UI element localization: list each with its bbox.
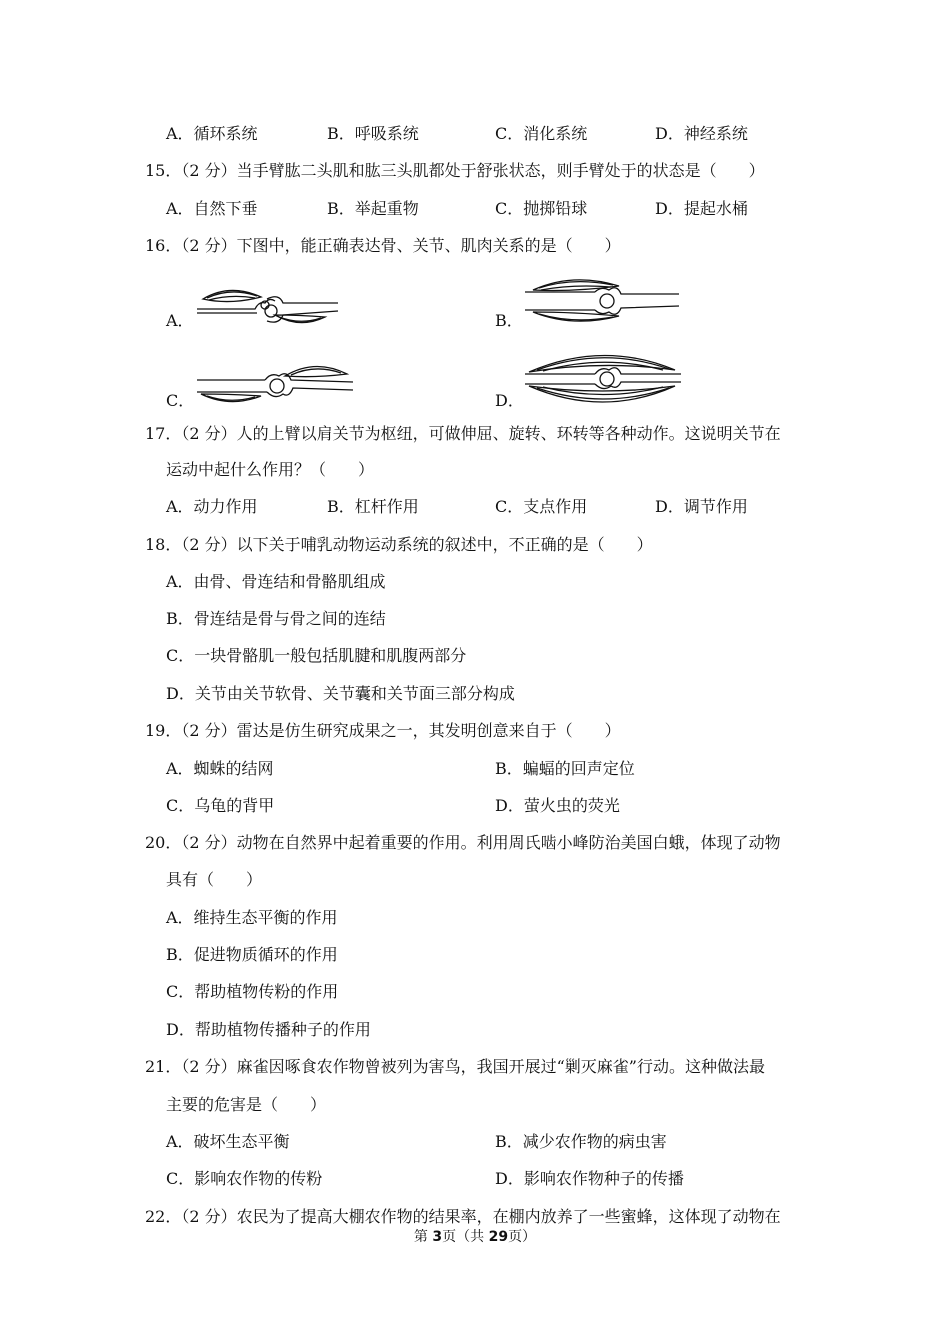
q19-option-c: C．乌龟的背甲 [166,796,275,815]
q21-stem-line2: 主要的危害是（ ） [166,1095,327,1114]
q17-option-d: D．调节作用 [655,497,748,516]
q20-option-c: C．帮助植物传粉的作用 [166,982,339,1001]
q15-option-c: C．抛掷铅球 [495,199,588,218]
q18-option-d: D．关节由关节软骨、关节囊和关节面三部分构成 [166,684,515,703]
q16-label-c: C． [166,391,195,410]
footer-page-number: 3 [432,1229,443,1245]
q21-option-c: C．影响农作物的传粉 [166,1169,323,1188]
q20-option-b: B．促进物质循环的作用 [166,945,338,964]
q20-option-a: A．维持生态平衡的作用 [166,908,338,927]
q20-stem-line2: 具有（ ） [166,870,263,889]
page-footer [0,1228,950,1246]
q19-option-a: A．蜘蛛的结网 [166,759,274,778]
q18-option-b: B．骨连结是骨与骨之间的连结 [166,609,386,628]
q15-option-d: D．提起水桶 [655,199,748,218]
q17-option-a: A．动力作用 [166,497,258,516]
footer-middle: 页（共 [442,1229,489,1245]
q16-figure-a [195,281,340,327]
q17-stem-line1: 17．（2 分）人的上臂以肩关节为枢纽，可做伸屈、旋转、环转等各种动作。这说明关节在 [145,424,781,443]
q14-option-b: B．呼吸系统 [327,124,419,143]
q16-figure-d [523,342,683,414]
q16-stem: 16．（2 分）下图中，能正确表达骨、关节、肌肉关系的是（ ） [145,236,621,255]
q19-option-b: B．蝙蝠的回声定位 [495,759,635,778]
q16-label-b: B． [495,311,523,330]
q18-stem: 18．（2 分）以下关于哺乳动物运动系统的叙述中，不正确的是（ ） [145,535,653,554]
q14-option-d: D．神经系统 [655,124,748,143]
q19-option-d: D．萤火虫的荧光 [495,796,620,815]
q21-option-a: A．破坏生态平衡 [166,1132,290,1151]
footer-prefix: 第 [413,1229,433,1245]
q21-option-b: B．减少农作物的病虫害 [495,1132,667,1151]
q22-stem-line1: 22．（2 分）农民为了提高大棚农作物的结果率，在棚内放养了一些蜜蜂，这体现了动物在 [145,1207,781,1226]
q15-option-b: B．举起重物 [327,199,419,218]
q14-option-a: A．循环系统 [166,124,258,143]
footer-suffix: 页） [508,1229,537,1245]
q20-option-d: D．帮助植物传播种子的作用 [166,1020,371,1039]
footer-total-pages: 29 [488,1229,509,1245]
q15-stem: 15．（2 分）当手臂肱二头肌和肱三头肌都处于舒张状态，则手臂处于的状态是（ ） [145,161,765,180]
q17-stem-line2: 运动中起什么作用？（ ） [166,460,375,479]
q14-option-c: C．消化系统 [495,124,588,143]
q17-option-c: C．支点作用 [495,497,588,516]
q21-option-d: D．影响农作物种子的传播 [495,1169,684,1188]
q20-stem-line1: 20．（2 分）动物在自然界中起着重要的作用。利用周氏啮小峰防治美国白蛾，体现了动物 [145,833,781,852]
q16-figure-c [195,356,355,410]
q21-stem-line1: 21．（2 分）麻雀因啄食农作物曾被列为害鸟，我国开展过“剿灭麻雀”行动。这种做法最 [145,1057,765,1076]
q18-option-c: C．一块骨骼肌一般包括肌腱和肌腹两部分 [166,646,467,665]
q15-option-a: A．自然下垂 [166,199,258,218]
q18-option-a: A．由骨、骨连结和骨骼肌组成 [166,572,386,591]
q16-label-a: A． [166,311,194,330]
q16-figure-b [523,272,681,330]
q17-option-b: B．杠杆作用 [327,497,419,516]
q16-label-d: D． [495,391,524,410]
q19-stem: 19．（2 分）雷达是仿生研究成果之一，其发明创意来自于（ ） [145,721,621,740]
